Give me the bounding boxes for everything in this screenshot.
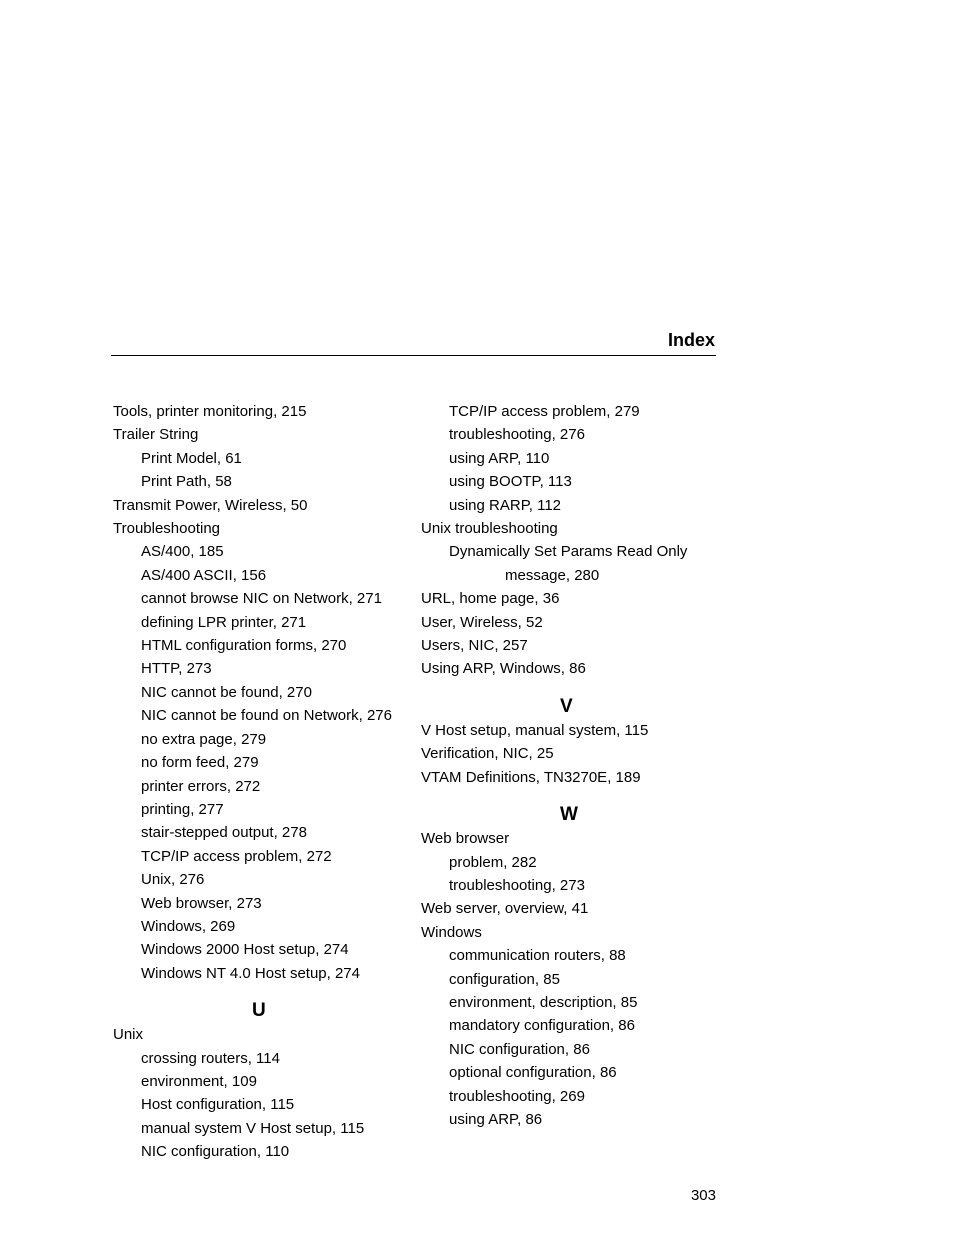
index-subentry: Host configuration, 115 xyxy=(141,1096,295,1114)
index-subentry: crossing routers, 114 xyxy=(141,1049,280,1067)
index-column-left xyxy=(113,400,413,1164)
index-subentry: using ARP, 86 xyxy=(449,1110,543,1128)
index-subentry: mandatory configuration, 86 xyxy=(449,1017,635,1035)
index-subentry: problem, 282 xyxy=(449,853,537,871)
index-subentry: troubleshooting, 269 xyxy=(449,1087,585,1105)
index-subentry: Windows NT 4.0 Host setup, 274 xyxy=(141,964,360,982)
index-subentry: using ARP, 110 xyxy=(449,449,550,467)
index-subentry: TCP/IP access problem, 279 xyxy=(449,403,640,420)
index-subentry: printer errors, 272 xyxy=(141,777,261,795)
index-entry: Using ARP, Windows, 86 xyxy=(421,660,586,678)
index-entry: V Host setup, manual system, 115 xyxy=(421,721,649,739)
index-subentry: using RARP, 112 xyxy=(449,496,562,514)
index-subentry: AS/400 ASCII, 156 xyxy=(141,566,267,584)
index-entry: Users, NIC, 257 xyxy=(421,637,528,655)
index-subentry: no form feed, 279 xyxy=(141,754,259,772)
index-subentry: manual system V Host setup, 115 xyxy=(141,1119,365,1137)
index-letter-heading: U xyxy=(252,1000,266,1022)
index-entry: URL, home page, 36 xyxy=(421,590,560,608)
index-entry: Windows xyxy=(421,923,482,941)
index-subentry: optional configuration, 86 xyxy=(449,1064,617,1082)
index-subentry: no extra page, 279 xyxy=(141,730,267,748)
index-subentry: cannot browse NIC on Network, 271 xyxy=(141,590,382,608)
index-subentry: defining LPR printer, 271 xyxy=(141,613,307,631)
index-subentry: Web browser, 273 xyxy=(141,894,262,912)
index-subentry: using BOOTP, 113 xyxy=(449,473,572,491)
index-entry: Web browser xyxy=(421,830,510,848)
index-entry: Trailer String xyxy=(113,426,199,444)
index-letter-heading: V xyxy=(560,695,573,717)
index-subentry: Windows 2000 Host setup, 274 xyxy=(141,941,349,959)
page-number: 303 xyxy=(690,1187,716,1204)
page-title: Index xyxy=(667,330,715,350)
index-subentry: NIC cannot be found, 270 xyxy=(141,683,312,701)
index-subentry: NIC cannot be found on Network, 276 xyxy=(141,707,392,725)
index-subentry: HTML configuration forms, 270 xyxy=(141,637,347,655)
index-subentry: NIC configuration, 86 xyxy=(449,1040,590,1058)
index-entry: Web server, overview, 41 xyxy=(421,900,589,918)
header-rule xyxy=(111,355,716,356)
index-subentry: troubleshooting, 276 xyxy=(449,426,585,444)
index-entry: VTAM Definitions, TN3270E, 189 xyxy=(421,768,641,786)
index-subentry: environment, 109 xyxy=(141,1072,257,1090)
index-subentry: Unix, 276 xyxy=(141,871,205,889)
index-subentry: Dynamically Set Params Read Only xyxy=(449,543,688,561)
index-entry: User, Wireless, 52 xyxy=(421,613,543,631)
index-entry: Tools, printer monitoring, 215 xyxy=(113,403,307,420)
index-subentry: AS/400, 185 xyxy=(141,543,224,561)
index-subentry: message, 280 xyxy=(505,566,600,584)
index-entry: Troubleshooting xyxy=(113,520,221,538)
index-letter-heading: W xyxy=(560,804,578,826)
index-entry: Verification, NIC, 25 xyxy=(421,745,554,763)
index-entry: Unix xyxy=(113,1026,144,1044)
index-column-right xyxy=(421,400,721,1131)
index-subentry: printing, 277 xyxy=(141,800,224,818)
index-subentry: environment, description, 85 xyxy=(449,993,638,1011)
index-subentry: NIC configuration, 110 xyxy=(141,1143,290,1161)
index-entry: Unix troubleshooting xyxy=(421,520,558,538)
index-subentry: Windows, 269 xyxy=(141,917,236,935)
index-subentry: troubleshooting, 273 xyxy=(449,876,585,894)
index-subentry: stair-stepped output, 278 xyxy=(141,824,307,842)
index-subentry: TCP/IP access problem, 272 xyxy=(141,847,332,865)
index-subentry: Print Model, 61 xyxy=(141,449,242,467)
index-subentry: configuration, 85 xyxy=(449,970,560,988)
index-subentry: communication routers, 88 xyxy=(449,947,626,965)
index-subentry: Print Path, 58 xyxy=(141,473,232,491)
index-subentry: HTTP, 273 xyxy=(141,660,212,678)
index-entry: Transmit Power, Wireless, 50 xyxy=(113,496,308,514)
